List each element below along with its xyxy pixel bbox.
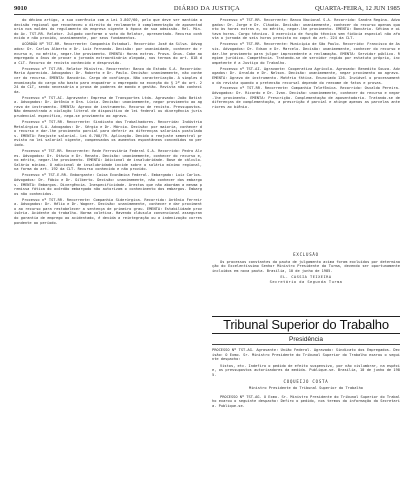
paragraph: do décimo artigo, a sua coerência com a Lei 3.807/60, pelo que deve ser mantida a decisão regional que reconheceu o direito do reclamante à complementação de aposentadoria nos moldes do regulamento da empresa vigente à época de sua admissão. Rel. Min. do Ac. TST-RR. Relator. Julgado conforme o voto do Relator, apresentado. Recurso conhecido e não provido, unanimemente, por seus fundamentos.: [14, 18, 202, 41]
paragraph: PROCESSO Nº TST-AG. Agravante: União Federal. Agravado: Sindicato dos Empregados. Decisão: O Exmo. Sr. Ministro Presidente do Tribunal Superior do Trabalho exarou o seguinte despacho:: [212, 348, 400, 362]
paragraph: ACÓRDÃO Nº TST-RR. Recorrente: Companhia Estadual. Recorrido: José da Silva. Advogados: Dr. Carlos Alberto e Dr. Luiz Fernando. Decisão: por unanimidade, conhecer do recurso e, no mérito, negar-lhe provimento. EMENTA: Horas extras. Prova. Ônus. Cabe ao empregado o ônus de provar a jornada extraordinária alegada, nos termos do art. 818 da CLT. Recurso de revista conhecido e desprovido.: [14, 42, 202, 65]
right-column-top: [212, 18, 400, 266]
exclusion-notice: [212, 252, 400, 312]
paragraph: Processo nº TST-AI. Agravante: Cooperativa Agrícola. Agravado: Benedito Souza. Advogados: Dr. Arnaldo e Dr. Nelson. Decisão: unanimemente, negar provimento ao agravo. EMENTA: Agravo de instrumento. Matéria fática. Enunciado 126. Inviável o processamento da revista quando a pretensão recursal depende do reexame de fatos e provas.: [212, 66, 400, 85]
paragraph: Processo nº TST-RR. Recorrente: Banco Nacional S.A. Recorrida: Sandra Regina. Advogados: Dr. Jorge e Dr. Cláudio. Decisão: unanimemente, conhecer do recurso apenas quanto às horas extras e, no mérito, negar-lhe provimento. EMENTA: Bancário. Sétima e oitava horas. Cargo técnico. O exercício de função técnica sem fidúcia especial não afasta a jornada de seis horas prevista no caput do art. 224 da CLT.: [212, 18, 400, 41]
paragraph: Processo nº TST-RR. Relator Ministro. Recorrente: Banco do Estado S.A. Recorrida: Maria Aparecida. Advogados: Dr. Roberto e Dr. Paulo. Decisão: unanimemente, não conhecer do recurso. EMENTA: Bancário. Cargo de confiança. Não caracterização. A simples denominação do cargo não basta para enquadrar o empregado na exceção do § 2º do art. 224 da CLT, sendo necessária a prova de poderes de mando e gestão. Revista não conhecida.: [14, 66, 202, 94]
page-number: 9010: [14, 5, 27, 12]
signature-role: Secretário da Segunda Turma: [269, 279, 343, 284]
paragraph: Processo nº TST-AI. Agravante: Empresa de Transportes Ltda. Agravado: João Batista. Advogados: Dr. Antônio e Dra. Lúcia. Decisão: unanimemente, negar provimento ao agravo de instrumento. EMENTA: Agravo de instrumento. Recurso de revista. Pressupostos. Não demonstrada a violação literal de dispositivo de lei federal ou divergência jurisprudencial específica, nega-se provimento ao agravo.: [14, 95, 202, 119]
paragraph: Processo nº TST-RR. Recorrente: Companhia Siderúrgica. Recorrido: Antônio Ferreira. Advogados: Dr. Hélio e Dr. Wagner. Decisão: unanimemente, conhecer e dar provimento ao recurso para restabelecer a sentença de primeiro grau. EMENTA: Estabilidade provisória. Acidente do trabalho. Norma coletiva. Havendo cláusula convencional assegurando garantia de emprego ao acidentado, é devida a reintegração ou a indenização correspondente ao período.: [14, 197, 202, 225]
paragraph: PROCESSO Nº TST-AG. O Exmo. Sr. Ministro Presidente do Tribunal Superior do Trabalho exarou o seguinte despacho: Defiro o pedido, nos termos da informação da Secretaria. Publique-se.: [212, 394, 400, 408]
paragraph: Processo nº TST-RR. Recorrente: Rede Ferroviária Federal S.A. Recorrido: Pedro Alves. Advogados: Dr. Otávio e Dr. Renato. Decisão: unanimemente, conhecer do recurso e, no mérito, negar-lhe provimento. EMENTA: Adicional de insalubridade. Base de cálculo. Salário mínimo. O adicional de insalubridade incide sobre o salário mínimo regional, na forma do art. 192 da CLT. Recurso conhecido e não provido.: [14, 148, 202, 172]
notice-heading: EXCLUSÃO: [293, 252, 319, 257]
publication-date: QUARTA-FEIRA, 12 JUN 1985: [314, 5, 400, 12]
left-column: [14, 18, 202, 492]
signatory-name: COQUEIJO COSTA: [283, 378, 329, 384]
signatory-role: Ministro Presidente do Tribunal Superior do Trabalho: [249, 386, 363, 391]
publication-title: DIÁRIO DA JUSTIÇA: [173, 5, 241, 12]
paragraph: Processo nº TST-RR. Recorrente: Município de São Paulo. Recorrido: Francisco de Assis. Advogados: Dr. Edson e Dr. Marcelo. Decisão: unanimemente, conhecer do recurso e dar-lhe provimento para julgar improcedente a reclamação. EMENTA: Servidor público. Regime jurídico. Competência. Tratando-se de servidor regido por estatuto próprio, incompetente é a Justiça do Trabalho.: [212, 42, 400, 65]
paragraph: Vistos, etc. Indefiro o pedido de efeito suspensivo, por não vislumbrar, na espécie, os pressupostos autorizadores da medida. Publique-se. Brasília, 10 de junho de 1985.: [212, 363, 400, 377]
signature-name: EL. CASSIA TEIXEIRA: [280, 275, 332, 280]
court-title-banner: Tribunal Superior do Trabalho: [212, 316, 400, 334]
paragraph: Processo nº TST-RR. Recorrente: Companhia Telefônica. Recorrido: Osvaldo Pereira. Advogados: Dr. Ricardo e Dr. Ivan. Decisão: unanimemente, conhecer do recurso e negar-lhe provimento. EMENTA: Prescrição. Complementação de aposentadoria. Tratando-se de diferenças de complementação, a prescrição é parcial e atinge apenas as parcelas anteriores ao biênio.: [212, 86, 400, 109]
presidency-section: [212, 348, 400, 492]
notice-text: Os processos constantes da pauta de julgamento acima foram excluídos por determinação do Excelentíssimo Senhor Ministro Presidente da Turma, devendo ser oportunamente incluídos em nova pauta. Brasília, 10 de junho de 1985.: [212, 259, 400, 273]
paragraph: Processo nº TST-E-RR. Embargante: Caixa Econômica Federal. Embargado: Luiz Carlos. Advogados: Dr. Fábio e Dr. Gilberto. Decisão: unanimemente, não conhecer dos embargos. EMENTA: Embargos. Divergência. Inespecificidade. Arestos que não abordam a mesma premissa fática do acórdão embargado não autorizam o conhecimento dos embargos. Embargos não conhecidos.: [14, 173, 202, 196]
paragraph: Processo nº TST-RR. Recorrente: Sindicato dos Trabalhadores. Recorrida: Indústria Metalúrgica S.A. Advogados: Dr. Sérgio e Dr. Márcio. Decisão: por maioria, conhecer do recurso e dar-lhe provimento parcial para deferir as diferenças salariais postuladas. EMENTA: Reajuste salarial. Lei 6.708/79. Aplicação. Devido o reajuste semestral previsto na lei salarial vigente, compensados os aumentos espontâneos concedidos no período.: [14, 120, 202, 147]
signature-block: [212, 275, 400, 284]
page-header: [14, 4, 400, 15]
section-title: Presidência: [212, 336, 400, 345]
